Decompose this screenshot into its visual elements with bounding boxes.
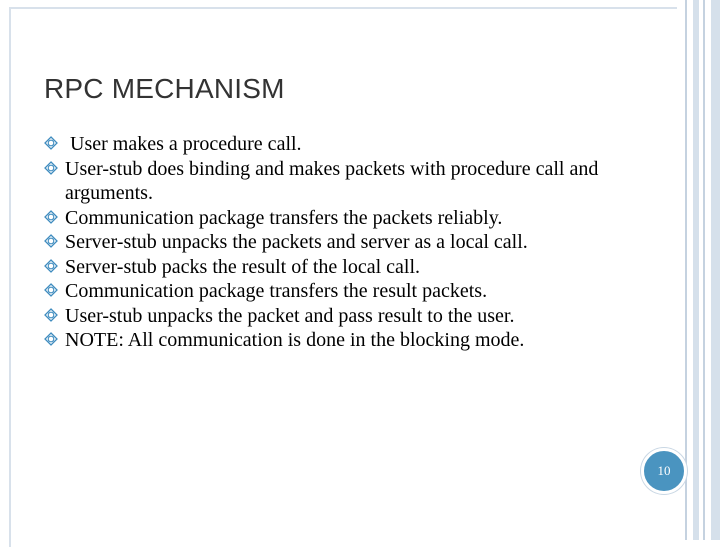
bullet-text: Communication package transfers the packets reliably.: [65, 206, 503, 229]
diamond-outline-icon: [44, 259, 58, 273]
diamond-outline-icon: [44, 332, 58, 346]
bullet-text: Server-stub unpacks the packets and server as a local call.: [65, 231, 528, 253]
bullet-item: [44, 132, 664, 157]
bullet-item: [44, 304, 664, 329]
slide-title: RPC MECHANISM: [44, 73, 285, 104]
bullet-item: [44, 157, 664, 206]
bullet-item: [44, 206, 664, 231]
diamond-outline-icon: [44, 136, 58, 150]
page-number-badge: [641, 448, 687, 494]
stripe: [711, 0, 720, 540]
diamond-outline-icon: [44, 161, 58, 175]
diamond-outline-icon: [44, 210, 58, 224]
stripe: [703, 0, 705, 540]
bullet-item: [44, 279, 664, 304]
diamond-outline-icon: [44, 283, 58, 297]
bullet-text: User makes a procedure call.: [65, 133, 302, 155]
decorative-stripes: [685, 0, 720, 540]
bullet-text: User-stub does binding and makes packets with procedure call and arguments.: [65, 157, 599, 204]
page-number: 10: [657, 463, 671, 478]
bullet-item: [44, 255, 664, 280]
bullet-text: Communication package transfers the result packets.: [65, 280, 488, 302]
bullet-text: User-stub unpacks the packet and pass result to the user.: [65, 304, 515, 327]
diamond-outline-icon: [44, 308, 58, 322]
bullet-item: [44, 230, 664, 255]
bullet-list: [44, 132, 664, 353]
bullet-text: Server-stub packs the result of the local call.: [65, 255, 421, 278]
diamond-outline-icon: [44, 234, 58, 248]
stripe: [693, 0, 699, 540]
stripe: [685, 0, 687, 540]
bullet-text: NOTE: All communication is done in the blocking mode.: [65, 329, 525, 351]
bullet-item: [44, 328, 664, 353]
